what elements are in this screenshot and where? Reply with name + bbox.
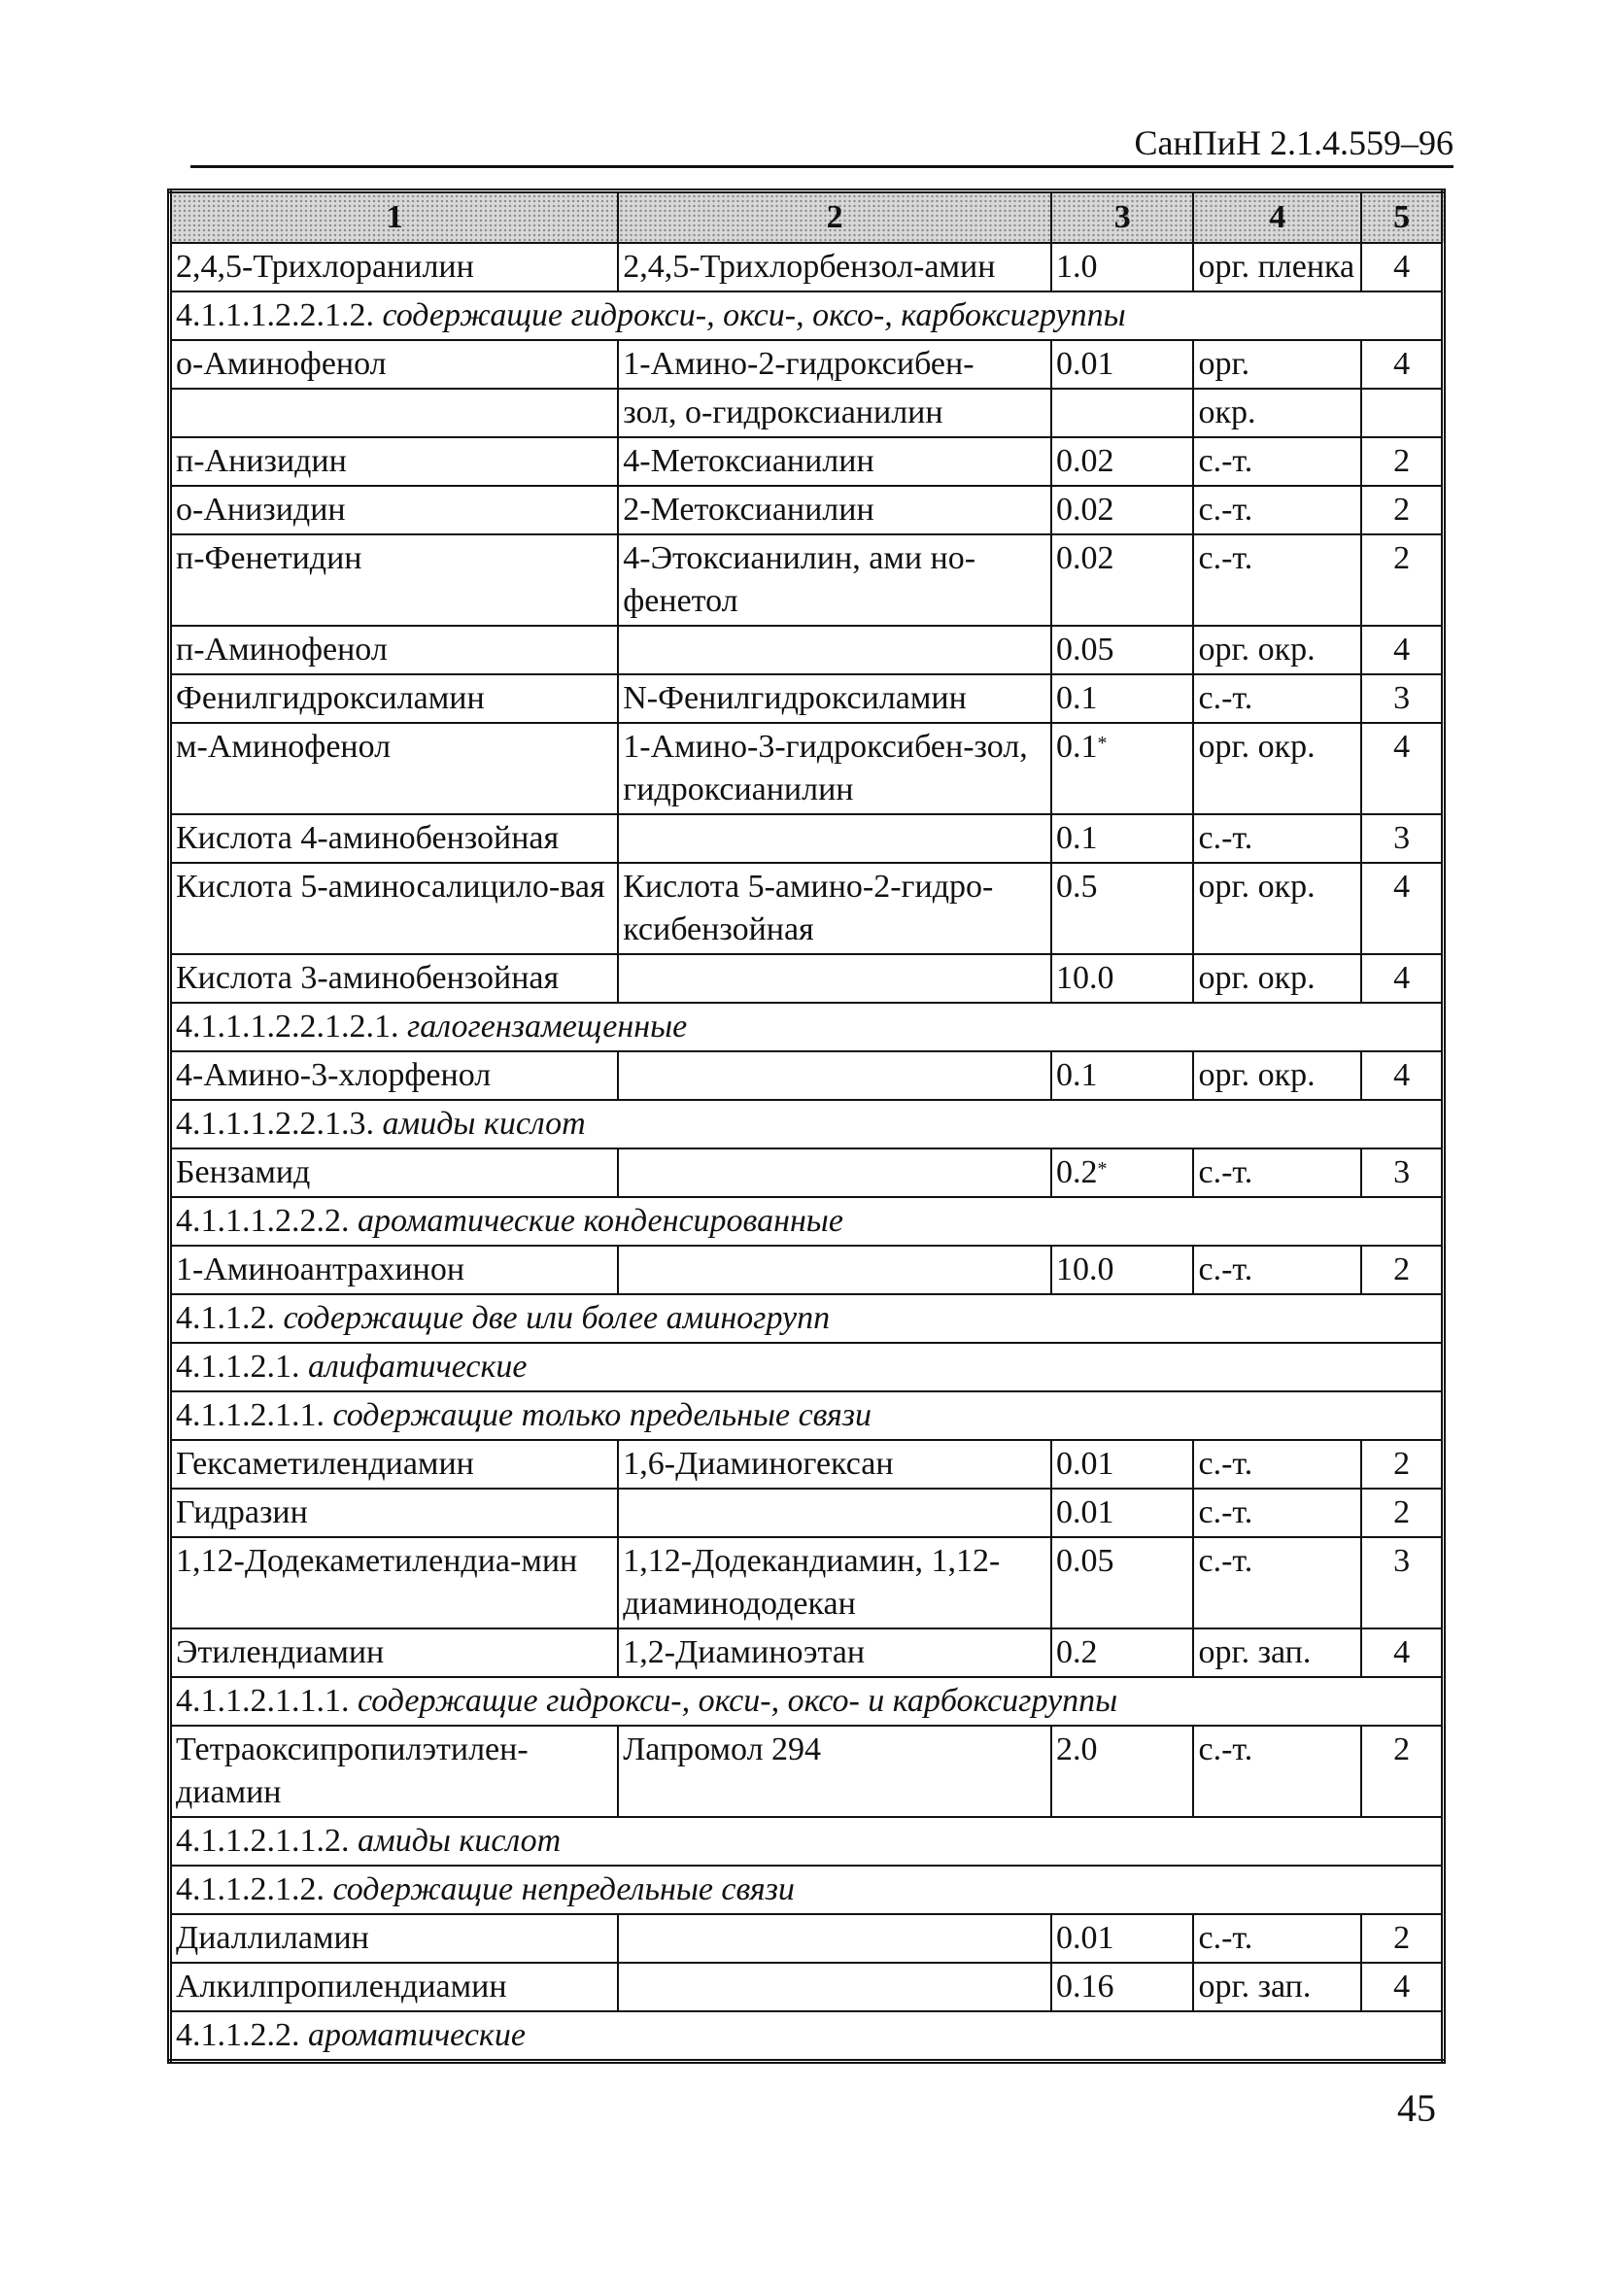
section-heading <box>170 1391 1444 1440</box>
norm-value-cell <box>1051 1246 1194 1294</box>
norm-value-text: 10.0 <box>1055 1251 1114 1287</box>
synonym-cell <box>618 1051 1051 1100</box>
hazard-class-text: 2 <box>1393 540 1411 576</box>
norm-value-cell <box>1051 1726 1194 1817</box>
section-heading <box>170 1343 1444 1391</box>
norm-value-text: 2.0 <box>1055 1731 1098 1767</box>
hazard-class-cell <box>1361 437 1443 486</box>
synonym-text: N-Фенилгидроксиламин <box>623 680 967 716</box>
section-number: 4.1.1.2.2. <box>176 2017 300 2053</box>
hazard-indicator-cell <box>1193 437 1361 486</box>
column-header-2: 2 <box>618 191 1051 244</box>
table-row <box>170 814 1444 863</box>
norm-value-cell <box>1051 486 1194 534</box>
synonym-cell <box>618 674 1051 723</box>
table-row <box>170 437 1444 486</box>
hazard-indicator-cell <box>1193 1246 1361 1294</box>
synonym-cell <box>618 1628 1051 1677</box>
section-number: 4.1.1.2.1.1. <box>176 1397 325 1433</box>
synonym-cell <box>618 1489 1051 1537</box>
hazard-indicator-text: орг. окр. <box>1198 869 1316 905</box>
table-row <box>170 954 1444 1003</box>
hazard-class-cell <box>1361 1440 1443 1489</box>
table-row <box>170 1537 1444 1628</box>
section-number: 4.1.1.2.1.1.1. <box>176 1683 350 1719</box>
hazard-class-text: 4 <box>1393 1969 1411 2005</box>
hazard-class-text: 3 <box>1393 1543 1411 1579</box>
hazard-indicator-text: с.-т. <box>1198 1251 1253 1287</box>
substance-name-text: 4-Амино-3-хлорфенол <box>176 1057 492 1093</box>
hazard-class-cell <box>1361 954 1443 1003</box>
substance-name-cell <box>170 954 619 1003</box>
norm-value-text: 0.5 <box>1055 869 1098 905</box>
synonym-text: 1,6-Диаминогексан <box>623 1446 894 1482</box>
hazard-class-cell <box>1361 486 1443 534</box>
document-header <box>190 115 1453 168</box>
norm-value-cell <box>1051 863 1194 954</box>
hazard-class-text: 4 <box>1393 632 1411 668</box>
hazard-indicator-text: с.-т. <box>1198 1920 1253 1956</box>
page-number: 45 <box>1397 2086 1436 2130</box>
hazard-indicator-cell <box>1193 534 1361 626</box>
hazard-indicator-text: с.-т. <box>1198 680 1253 716</box>
section-title: алифатические <box>308 1349 528 1385</box>
norm-value-cell <box>1051 1537 1194 1628</box>
hazard-class-text: 2 <box>1393 1494 1411 1530</box>
substance-name-text: Этилендиамин <box>176 1634 385 1670</box>
section-row <box>170 1817 1444 1866</box>
hazard-class-cell <box>1361 626 1443 674</box>
substance-name-text: Тетраоксипропилэтилен-диамин <box>176 1731 529 1810</box>
section-heading <box>170 291 1444 340</box>
substance-name-text: 1,12-Додекаметилендиа-мин <box>176 1543 578 1579</box>
hazard-class-text: 2 <box>1393 1920 1411 1956</box>
substance-name-cell <box>170 1489 619 1537</box>
column-header-1: 1 <box>170 191 619 244</box>
substance-name-cell <box>170 626 619 674</box>
section-title: содержащие непредельные связи <box>332 1871 795 1907</box>
synonym-text: 1,12-Додекандиамин, 1,12-диаминододекан <box>623 1543 1001 1622</box>
table-row <box>170 1628 1444 1677</box>
hazard-class-text: 3 <box>1393 820 1411 856</box>
synonym-text: 2-Метоксианилин <box>623 492 874 528</box>
substance-name-cell <box>170 1537 619 1628</box>
norm-value-text: 0.02 <box>1055 540 1114 576</box>
hazard-class-cell <box>1361 534 1443 626</box>
section-title: содержащие только предельные связи <box>332 1397 872 1433</box>
hazard-indicator-text: с.-т. <box>1198 492 1253 528</box>
hazard-indicator-text: орг. окр. <box>1198 1057 1316 1093</box>
norm-value-cell <box>1051 1051 1194 1100</box>
section-row <box>170 1343 1444 1391</box>
hazard-indicator-text: с.-т. <box>1198 540 1253 576</box>
hazard-class-cell <box>1361 1537 1443 1628</box>
norm-value-text: 10.0 <box>1055 960 1114 996</box>
table-row <box>170 1914 1444 1963</box>
substance-name-text: Гексаметилендиамин <box>176 1446 474 1482</box>
substance-name-text: Бензамид <box>176 1154 311 1190</box>
hazard-indicator-cell <box>1193 814 1361 863</box>
section-heading <box>170 1677 1444 1726</box>
hazard-indicator-text: орг. окр. <box>1198 960 1316 996</box>
norm-value-cell <box>1051 954 1194 1003</box>
substance-name-cell <box>170 389 619 437</box>
table-row <box>170 340 1444 389</box>
hazard-indicator-cell <box>1193 1726 1361 1817</box>
hazard-class-cell <box>1361 674 1443 723</box>
synonym-cell <box>618 534 1051 626</box>
synonym-text: Лапромол 294 <box>623 1731 822 1767</box>
norm-value-cell <box>1051 626 1194 674</box>
synonym-text: 4-Этоксианилин, ами но-фенетол <box>623 540 976 619</box>
norm-value-cell <box>1051 814 1194 863</box>
hazard-class-text: 2 <box>1393 1446 1411 1482</box>
hazard-indicator-text: орг. окр. <box>1198 632 1316 668</box>
section-title: ароматические конденсированные <box>358 1203 843 1239</box>
substance-name-text: Фенилгидроксиламин <box>176 680 485 716</box>
norms-table <box>167 188 1446 2064</box>
section-title: содержащие гидрокси-, окси-, оксо- и карбоксигруппы <box>358 1683 1118 1719</box>
section-row <box>170 2011 1444 2062</box>
synonym-text: 1-Амино-3-гидроксибен-зол, гидроксианилин <box>623 729 1028 807</box>
hazard-indicator-cell <box>1193 954 1361 1003</box>
section-row <box>170 1100 1444 1148</box>
hazard-indicator-text: орг. зап. <box>1198 1634 1312 1670</box>
synonym-cell <box>618 1148 1051 1197</box>
norm-value-cell <box>1051 1914 1194 1963</box>
table-row <box>170 674 1444 723</box>
synonym-cell <box>618 814 1051 863</box>
substance-name-cell <box>170 1440 619 1489</box>
synonym-text: зол, о-гидроксианилин <box>623 394 943 430</box>
norm-value-cell <box>1051 1148 1194 1197</box>
hazard-indicator-text: с.-т. <box>1198 1154 1253 1190</box>
hazard-class-cell <box>1361 389 1443 437</box>
hazard-indicator-text: орг. <box>1198 346 1250 382</box>
hazard-indicator-cell <box>1193 1440 1361 1489</box>
norm-value-text: 0.01 <box>1055 1446 1114 1482</box>
synonym-cell <box>618 1246 1051 1294</box>
section-number: 4.1.1.2.1.1.2. <box>176 1823 350 1859</box>
norm-value-text: 0.05 <box>1055 632 1114 668</box>
substance-name-text: Гидразин <box>176 1494 308 1530</box>
synonym-cell <box>618 1963 1051 2011</box>
synonym-cell <box>618 863 1051 954</box>
hazard-class-cell <box>1361 814 1443 863</box>
hazard-indicator-text: орг. пленка <box>1198 249 1355 285</box>
hazard-class-text: 2 <box>1393 443 1411 479</box>
section-heading <box>170 2011 1444 2062</box>
section-row <box>170 1197 1444 1246</box>
substance-name-cell <box>170 340 619 389</box>
hazard-indicator-cell <box>1193 674 1361 723</box>
table-row <box>170 486 1444 534</box>
substance-name-text: о-Анизидин <box>176 492 346 528</box>
norm-value-text: 0.2 <box>1055 1634 1098 1670</box>
table-row <box>170 1440 1444 1489</box>
section-number: 4.1.1.1.2.2.1.2.1. <box>176 1009 399 1045</box>
hazard-class-cell <box>1361 863 1443 954</box>
hazard-indicator-cell <box>1193 1537 1361 1628</box>
hazard-class-cell <box>1361 1914 1443 1963</box>
synonym-cell <box>618 486 1051 534</box>
norm-value-text: 0.01 <box>1055 1494 1114 1530</box>
norm-value-text: 0.02 <box>1055 492 1114 528</box>
column-header-5: 5 <box>1361 191 1443 244</box>
hazard-indicator-text: с.-т. <box>1198 443 1253 479</box>
substance-name-cell <box>170 1963 619 2011</box>
hazard-indicator-text: орг. зап. <box>1198 1969 1312 2005</box>
section-title: ароматические <box>308 2017 526 2053</box>
synonym-cell <box>618 1440 1051 1489</box>
section-row <box>170 1003 1444 1051</box>
document-code: СанПиН 2.1.4.559–96 <box>1134 123 1453 162</box>
section-row <box>170 1391 1444 1440</box>
hazard-class-text: 2 <box>1393 1251 1411 1287</box>
synonym-text: 1,2-Диаминоэтан <box>623 1634 866 1670</box>
table-row <box>170 1963 1444 2011</box>
table-row <box>170 243 1444 291</box>
section-heading <box>170 1817 1444 1866</box>
section-title: содержащие гидрокси-, окси-, оксо-, карбоксигруппы <box>382 297 1126 333</box>
hazard-class-text: 3 <box>1393 680 1411 716</box>
norm-value-cell <box>1051 389 1194 437</box>
substance-name-cell <box>170 1148 619 1197</box>
section-row <box>170 1294 1444 1343</box>
substance-name-text: п-Аминофенол <box>176 632 388 668</box>
section-number: 4.1.1.1.2.2.1.3. <box>176 1106 374 1142</box>
norm-value-cell <box>1051 340 1194 389</box>
column-header-3: 3 <box>1051 191 1194 244</box>
norm-value-text: 0.1 <box>1055 729 1098 765</box>
norm-value-text: 1.0 <box>1055 249 1098 285</box>
synonym-text: 2,4,5-Трихлорбензол-амин <box>623 249 996 285</box>
section-heading <box>170 1294 1444 1343</box>
norm-value-cell <box>1051 1489 1194 1537</box>
hazard-indicator-text: с.-т. <box>1198 1731 1253 1767</box>
section-heading <box>170 1866 1444 1914</box>
norm-value-cell <box>1051 437 1194 486</box>
hazard-indicator-text: с.-т. <box>1198 1543 1253 1579</box>
substance-name-cell <box>170 437 619 486</box>
norm-value-cell <box>1051 1963 1194 2011</box>
substance-name-text: Кислота 3-аминобензойная <box>176 960 560 996</box>
hazard-indicator-cell <box>1193 863 1361 954</box>
substance-name-text: 1-Аминоантрахинон <box>176 1251 465 1287</box>
hazard-class-text: 4 <box>1393 1057 1411 1093</box>
table-body <box>170 243 1444 2062</box>
synonym-cell <box>618 340 1051 389</box>
norm-value-cell <box>1051 243 1194 291</box>
footnote-mark: * <box>1097 733 1108 754</box>
hazard-indicator-cell <box>1193 340 1361 389</box>
hazard-class-cell <box>1361 340 1443 389</box>
substance-name-cell <box>170 674 619 723</box>
hazard-class-text: 4 <box>1393 869 1411 905</box>
synonym-cell <box>618 626 1051 674</box>
hazard-indicator-cell <box>1193 723 1361 814</box>
hazard-class-text: 4 <box>1393 249 1411 285</box>
substance-name-text: м-Аминофенол <box>176 729 392 765</box>
hazard-indicator-cell <box>1193 1963 1361 2011</box>
table-row <box>170 1489 1444 1537</box>
hazard-indicator-cell <box>1193 626 1361 674</box>
norm-value-text: 0.2 <box>1055 1154 1098 1190</box>
hazard-indicator-cell <box>1193 1148 1361 1197</box>
hazard-class-text: 2 <box>1393 1731 1411 1767</box>
column-header-4: 4 <box>1193 191 1361 244</box>
hazard-class-text: 3 <box>1393 1154 1411 1190</box>
norm-value-text: 0.1 <box>1055 680 1098 716</box>
hazard-class-cell <box>1361 1148 1443 1197</box>
norm-value-text: 0.05 <box>1055 1543 1114 1579</box>
section-row <box>170 1677 1444 1726</box>
table-row <box>170 723 1444 814</box>
norm-value-text: 0.01 <box>1055 1920 1114 1956</box>
norm-value-cell <box>1051 1440 1194 1489</box>
synonym-text: Кислота 5-амино-2-гидро-ксибензойная <box>623 869 994 947</box>
hazard-class-text: 4 <box>1393 1634 1411 1670</box>
hazard-indicator-cell <box>1193 1051 1361 1100</box>
hazard-indicator-cell <box>1193 1628 1361 1677</box>
table-row <box>170 1148 1444 1197</box>
hazard-indicator-cell <box>1193 243 1361 291</box>
synonym-cell <box>618 437 1051 486</box>
synonym-cell <box>618 954 1051 1003</box>
substance-name-cell <box>170 1246 619 1294</box>
hazard-indicator-text: орг. окр. <box>1198 729 1316 765</box>
synonym-cell <box>618 243 1051 291</box>
table-row <box>170 863 1444 954</box>
hazard-class-cell <box>1361 1489 1443 1537</box>
section-title: амиды кислот <box>382 1106 586 1142</box>
footnote-mark: * <box>1097 1158 1108 1180</box>
section-row <box>170 291 1444 340</box>
section-title: галогензамещенные <box>407 1009 688 1045</box>
substance-name-cell <box>170 486 619 534</box>
synonym-cell <box>618 1914 1051 1963</box>
table-row <box>170 389 1444 437</box>
substance-name-text: п-Фенетидин <box>176 540 362 576</box>
header-row <box>170 191 1444 244</box>
table-row <box>170 1726 1444 1817</box>
section-number: 4.1.1.2.1. <box>176 1349 300 1385</box>
table-row <box>170 1051 1444 1100</box>
norm-value-text: 0.1 <box>1055 820 1098 856</box>
substance-name-text: Кислота 5-аминосалицило-вая <box>176 869 605 905</box>
hazard-class-text: 4 <box>1393 960 1411 996</box>
substance-name-cell <box>170 243 619 291</box>
substance-name-text: Кислота 4-аминобензойная <box>176 820 560 856</box>
norm-value-text: 0.16 <box>1055 1969 1114 2005</box>
hazard-class-cell <box>1361 1246 1443 1294</box>
hazard-class-cell <box>1361 243 1443 291</box>
norm-value-text: 0.01 <box>1055 346 1114 382</box>
substance-name-cell <box>170 1914 619 1963</box>
norm-value-text: 0.1 <box>1055 1057 1098 1093</box>
hazard-class-cell <box>1361 1628 1443 1677</box>
norm-value-text: 0.02 <box>1055 443 1114 479</box>
synonym-text: 1-Амино-2-гидроксибен- <box>623 346 974 382</box>
hazard-indicator-text: с.-т. <box>1198 1494 1253 1530</box>
norm-value-cell <box>1051 723 1194 814</box>
section-number: 4.1.1.1.2.2.2. <box>176 1203 350 1239</box>
hazard-indicator-cell <box>1193 1914 1361 1963</box>
section-title: содержащие две или более аминогрупп <box>283 1300 831 1336</box>
table-row <box>170 534 1444 626</box>
substance-name-text: Алкилпропилендиамин <box>176 1969 507 2005</box>
substance-name-text: Диаллиламин <box>176 1920 369 1956</box>
synonym-cell <box>618 389 1051 437</box>
hazard-indicator-cell <box>1193 389 1361 437</box>
section-number: 4.1.1.1.2.2.1.2. <box>176 297 374 333</box>
norm-value-cell <box>1051 1628 1194 1677</box>
substance-name-cell <box>170 863 619 954</box>
hazard-class-cell <box>1361 1963 1443 2011</box>
hazard-indicator-text: с.-т. <box>1198 820 1253 856</box>
section-title: амиды кислот <box>358 1823 562 1859</box>
substance-name-text: 2,4,5-Трихлоранилин <box>176 249 474 285</box>
hazard-class-text: 2 <box>1393 492 1411 528</box>
substance-name-cell <box>170 534 619 626</box>
synonym-text: 4-Метоксианилин <box>623 443 874 479</box>
section-number: 4.1.1.2.1.2. <box>176 1871 325 1907</box>
hazard-class-cell <box>1361 1051 1443 1100</box>
hazard-indicator-text: с.-т. <box>1198 1446 1253 1482</box>
synonym-cell <box>618 1537 1051 1628</box>
hazard-indicator-cell <box>1193 1489 1361 1537</box>
substance-name-cell <box>170 1726 619 1817</box>
hazard-indicator-cell <box>1193 486 1361 534</box>
hazard-class-cell <box>1361 723 1443 814</box>
synonym-cell <box>618 1726 1051 1817</box>
hazard-indicator-text: окр. <box>1198 394 1256 430</box>
section-number: 4.1.1.2. <box>176 1300 275 1336</box>
section-heading <box>170 1197 1444 1246</box>
hazard-class-text: 4 <box>1393 346 1411 382</box>
table-row <box>170 1246 1444 1294</box>
table-row <box>170 626 1444 674</box>
substance-name-cell <box>170 1628 619 1677</box>
norm-value-cell <box>1051 674 1194 723</box>
substance-name-cell <box>170 723 619 814</box>
substance-name-cell <box>170 1051 619 1100</box>
section-row <box>170 1866 1444 1914</box>
hazard-class-text: 4 <box>1393 729 1411 765</box>
norm-value-cell <box>1051 534 1194 626</box>
hazard-class-cell <box>1361 1726 1443 1817</box>
section-heading <box>170 1100 1444 1148</box>
substance-name-cell <box>170 814 619 863</box>
substance-name-text: п-Анизидин <box>176 443 347 479</box>
section-heading <box>170 1003 1444 1051</box>
synonym-cell <box>618 723 1051 814</box>
substance-name-text: о-Аминофенол <box>176 346 387 382</box>
